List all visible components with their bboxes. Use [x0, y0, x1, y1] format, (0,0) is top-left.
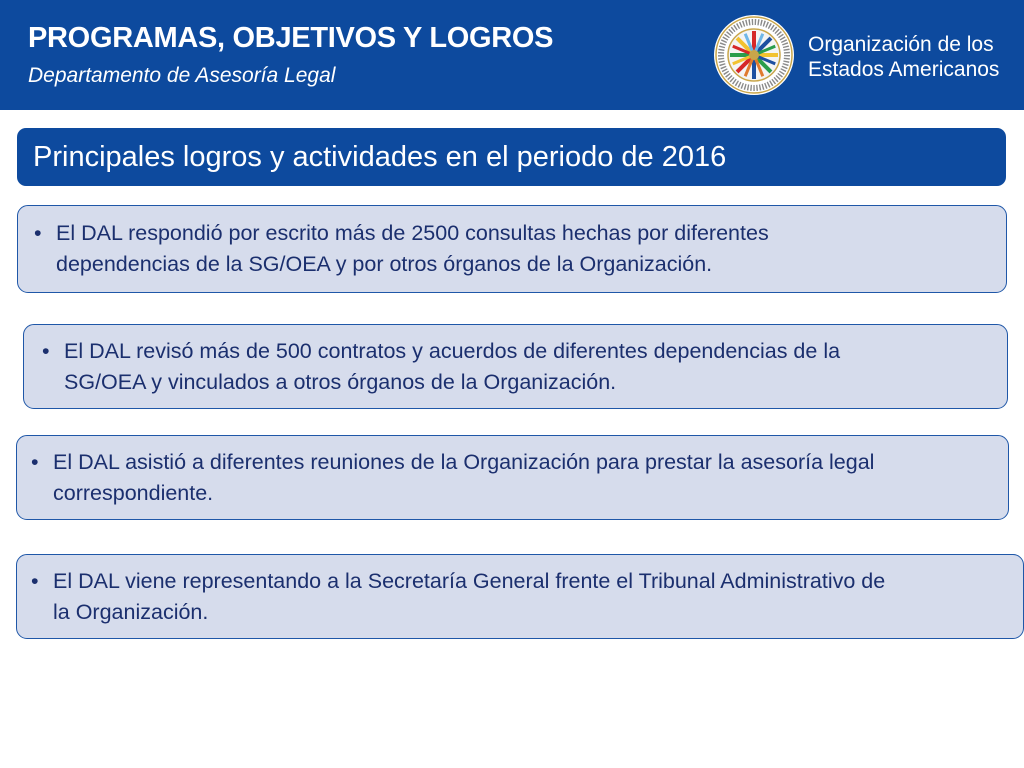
- section-title: Principales logros y actividades en el periodo de 2016: [33, 140, 727, 173]
- bullet-dot: •: [31, 449, 39, 474]
- item-line-1: El DAL respondió por escrito más de 2500 consultas hechas por diferentes: [56, 221, 769, 245]
- item-line-2: SG/OEA y vinculados a otros órganos de la Organización.: [64, 369, 617, 394]
- achievement-card-3: [16, 435, 1009, 520]
- item-line-2: dependencias de la SG/OEA y por otros órganos de la Organización.: [56, 252, 713, 276]
- list-item: [40, 336, 840, 398]
- item-line-2: correspondiente.: [53, 480, 214, 505]
- list-item: [32, 218, 769, 280]
- achievement-card-1: [17, 205, 1007, 293]
- item-line-1: El DAL revisó más de 500 contratos y acuerdos de diferentes dependencias de la: [64, 338, 841, 363]
- header-banner: [0, 0, 1024, 110]
- item-line-2: la Organización.: [53, 599, 209, 624]
- achievement-card-4: [16, 554, 1024, 639]
- page-subtitle: Departamento de Asesoría Legal: [28, 64, 336, 87]
- section-heading-bar: [17, 128, 1006, 186]
- bullet-dot: •: [34, 221, 42, 245]
- org-name-line1: Organización de los: [808, 33, 994, 56]
- achievement-card-2: [23, 324, 1008, 409]
- list-item: [29, 566, 885, 628]
- organization-name: [808, 32, 999, 82]
- org-name-line2: Estados Americanos: [808, 58, 1000, 81]
- item-line-1: El DAL asistió a diferentes reuniones de la Organización para prestar la asesoría legal: [53, 449, 875, 474]
- oas-seal-logo: [713, 14, 795, 96]
- list-item: [29, 447, 874, 509]
- item-line-1: El DAL viene representando a la Secretaría General frente el Tribunal Administrativo de: [53, 568, 886, 593]
- bullet-dot: •: [31, 568, 39, 593]
- page-title: PROGRAMAS, OBJETIVOS Y LOGROS: [28, 22, 554, 54]
- bullet-dot: •: [42, 338, 50, 363]
